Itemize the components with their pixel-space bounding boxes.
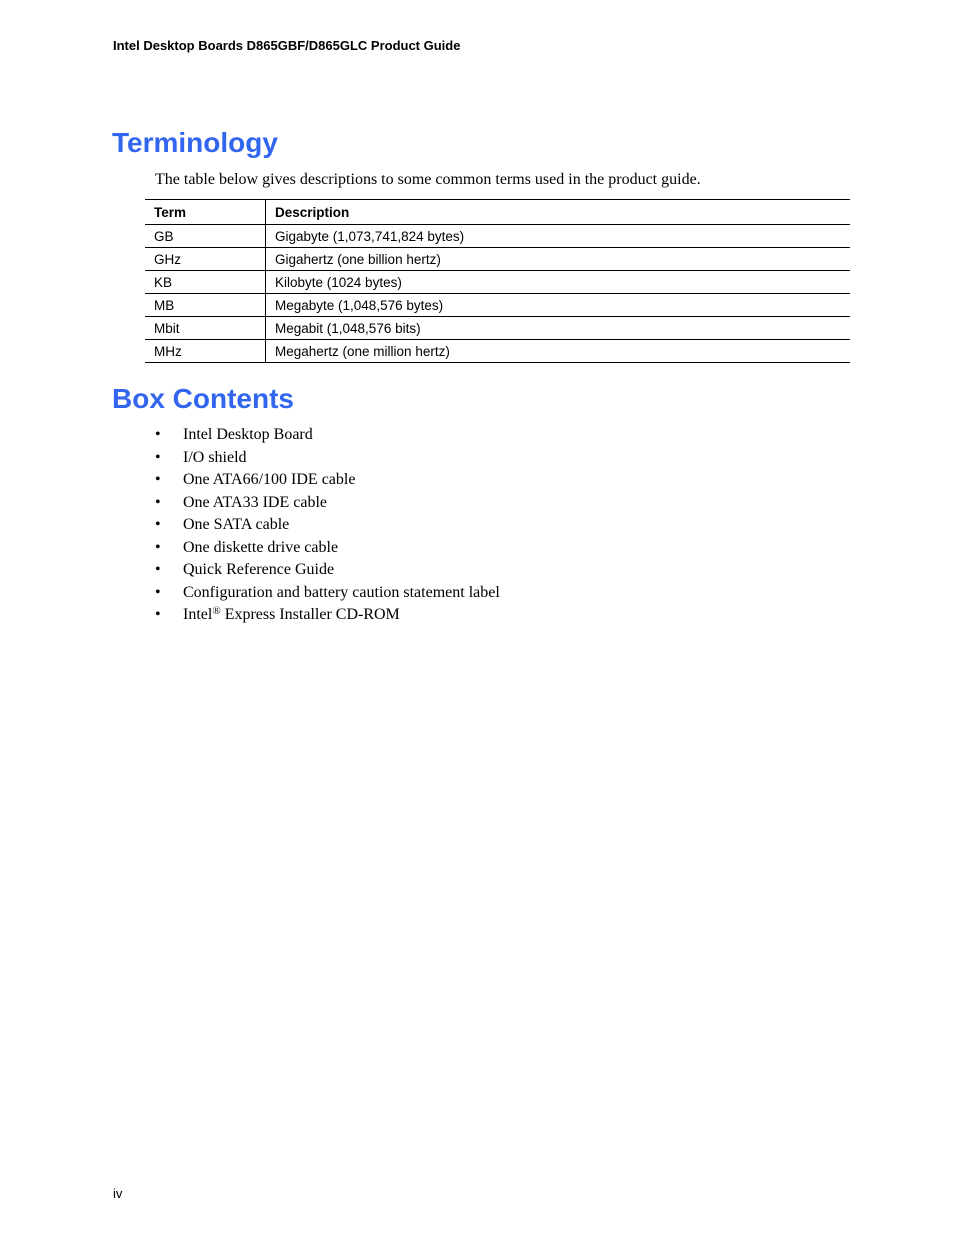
list-item-text: Intel Desktop Board [183, 426, 313, 443]
bullet-icon: • [155, 583, 161, 601]
description-cell: Gigabyte (1,073,741,824 bytes) [266, 225, 851, 248]
list-item [155, 492, 500, 515]
column-header-term: Term [145, 200, 266, 225]
term-cell: GHz [145, 248, 266, 271]
list-item [155, 514, 500, 537]
list-item [155, 469, 500, 492]
description-cell: Kilobyte (1024 bytes) [266, 271, 851, 294]
table-row [145, 271, 850, 294]
column-header-description: Description [266, 200, 851, 225]
box-contents-list [155, 424, 500, 627]
box-contents-heading: Box Contents [112, 383, 294, 414]
bullet-icon: • [155, 448, 161, 466]
table-row [145, 248, 850, 271]
table-row [145, 225, 850, 248]
running-header: Intel Desktop Boards D865GBF/D865GLC Product Guide [113, 38, 461, 53]
description-cell: Gigahertz (one billion hertz) [266, 248, 851, 271]
list-item [155, 559, 500, 582]
bullet-icon: • [155, 426, 161, 443]
terminology-intro: The table below gives descriptions to some common terms used in the product guide. [155, 171, 701, 188]
list-item-text: One SATA cable [183, 516, 290, 533]
term-cell: MHz [145, 340, 266, 363]
table-row [145, 317, 850, 340]
list-item-text: I/O shield [183, 448, 247, 466]
list-item-text: One ATA33 IDE cable [183, 493, 328, 511]
table-header-row [145, 200, 850, 225]
table-row [145, 340, 850, 363]
list-item-text: One ATA66/100 IDE cable [183, 471, 356, 488]
term-cell: MB [145, 294, 266, 317]
page-number: iv [113, 1186, 123, 1201]
bullet-icon: • [155, 516, 161, 533]
list-item-text: Configuration and battery caution statement label [183, 583, 500, 601]
bullet-icon: • [155, 471, 161, 488]
terminology-table [145, 199, 850, 363]
list-item [155, 604, 500, 627]
registered-trademark-mark: ® [212, 605, 221, 617]
table-row [145, 294, 850, 317]
list-item-text: One diskette drive cable [183, 538, 339, 556]
list-item [155, 424, 500, 447]
bullet-icon: • [155, 561, 161, 578]
term-cell: KB [145, 271, 266, 294]
term-cell: GB [145, 225, 266, 248]
terminology-heading: Terminology [112, 127, 278, 158]
list-item [155, 447, 500, 470]
list-item-text: Quick Reference Guide [183, 561, 335, 578]
list-item [155, 537, 500, 560]
list-item-text-installer: Express Installer CD-ROM [220, 606, 400, 623]
bullet-icon: • [155, 606, 161, 623]
bullet-icon: • [155, 493, 161, 511]
list-item-text-intel: Intel [183, 606, 213, 623]
description-cell: Megahertz (one million hertz) [275, 343, 450, 359]
description-cell: Megabyte (1,048,576 bytes) [266, 294, 851, 317]
bullet-icon: • [155, 538, 161, 556]
list-item [155, 582, 500, 605]
term-cell: Mbit [145, 317, 266, 340]
description-cell: Megabit (1,048,576 bits) [266, 317, 851, 340]
